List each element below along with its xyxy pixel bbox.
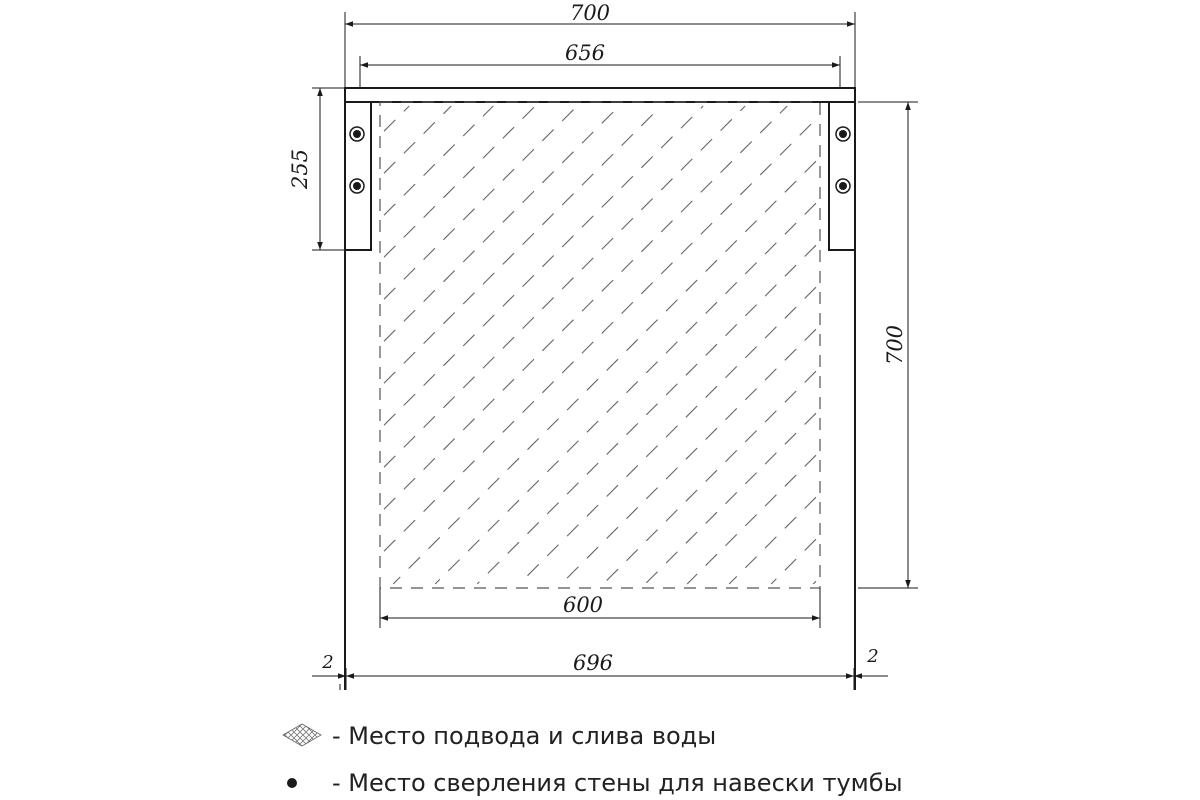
hatch-line: [603, 371, 816, 584]
hatch-line: [384, 106, 619, 341]
dim-bottom-inner: [380, 588, 820, 628]
legend-drill-label: - Место сверления стены для навески тумбы: [332, 769, 903, 797]
legend-item-drill: [287, 769, 903, 797]
hatch-line: [477, 245, 816, 584]
drill-point-right-bottom: [836, 179, 850, 193]
drill-point-left-top: [350, 127, 364, 141]
hatch-line: [384, 106, 787, 509]
right-mounting-bracket: [829, 102, 855, 250]
left-mounting-bracket: [345, 102, 371, 250]
hatch-line: [435, 203, 816, 584]
legend-water-label: - Место подвода и слива воды: [332, 722, 717, 750]
hatch-line: [519, 287, 816, 584]
dim-right-height: [858, 102, 918, 588]
hatch-line: [771, 539, 816, 584]
hatch-line: [729, 497, 816, 584]
drill-point-left-bottom: [350, 179, 364, 193]
drill-point-right-top: [836, 127, 850, 141]
crosshatch-icon: [283, 724, 321, 746]
hatch-line: [384, 106, 661, 383]
dim-top-inner-label: 656: [564, 41, 606, 65]
dot-icon: [287, 778, 297, 788]
hatch-line: [384, 106, 577, 299]
cabinet-top-plank: [345, 88, 855, 102]
dim-bottom-total-label: 696: [572, 651, 614, 675]
hatch-line: [384, 106, 451, 173]
hatch-line: [813, 581, 816, 584]
hatch-line: [384, 106, 409, 131]
legend: [283, 722, 903, 797]
hatch-line: [561, 329, 816, 584]
dim-top-total-label: 700: [569, 1, 611, 25]
dim-left-gap-label: 2: [322, 652, 334, 673]
hatch-line: [384, 119, 816, 551]
hatch-line: [384, 106, 493, 215]
dim-right-gap-label: 2: [867, 646, 879, 667]
dim-right-height-label: 700: [883, 324, 907, 366]
dim-top-inner: [360, 41, 840, 90]
hatch-line: [384, 106, 703, 425]
legend-item-water: [283, 722, 716, 750]
dim-bottom-total: [312, 646, 888, 690]
hatch-line: [687, 455, 816, 584]
hatch-line: [645, 413, 816, 584]
water-supply-zone: [380, 102, 820, 588]
dim-bottom-inner-label: 600: [562, 593, 604, 617]
dim-left-height: [288, 88, 345, 250]
hatch-line: [393, 161, 816, 584]
hatch-line: [384, 106, 535, 257]
dim-left-height-label: 255: [288, 148, 312, 190]
